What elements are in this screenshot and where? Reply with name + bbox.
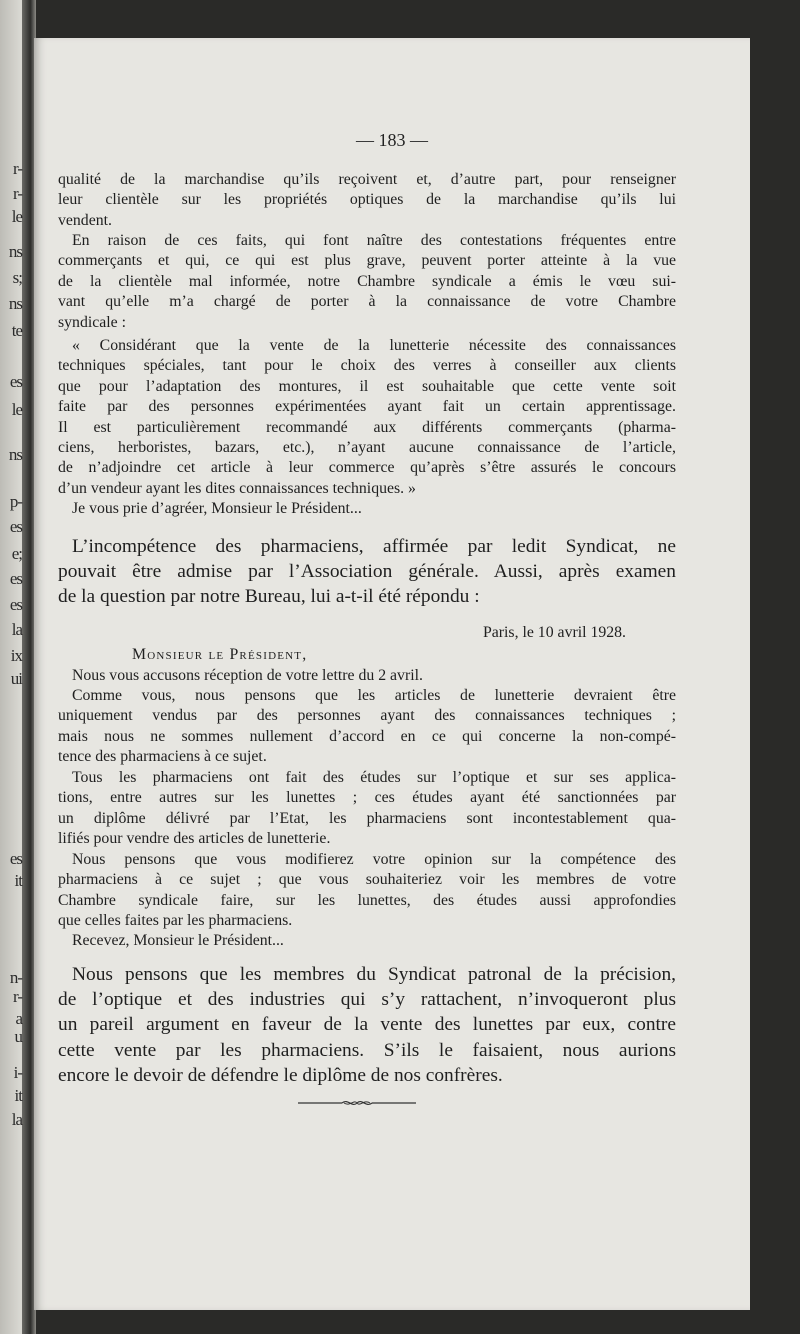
text-line: vant qu’elle m’a chargé de porter à la connaissance de votre Chambre	[58, 293, 676, 311]
text-line: de la question par notre Bureau, lui a-t-il été répondu :	[58, 586, 480, 608]
text-line: Comme vous, nous pensons que les articles de lunetterie devraient être	[72, 687, 676, 704]
text-line: lifiés pour vendre des articles de lunetterie.	[58, 830, 331, 848]
closing-line: Je vous prie d’agréer, Monsieur le Président...	[72, 500, 362, 517]
text-line: vendent.	[58, 211, 112, 229]
paragraph-facts	[58, 231, 676, 333]
text-line: L’incompétence des pharmaciens, affirmée par ledit Syndicat, ne	[72, 536, 676, 557]
text-line: Il est particulièrement recommandé aux différents commerçants (pharma-	[58, 418, 676, 436]
text-line: uniquement vendus par des personnes ayant des connaissances techniques ;	[58, 707, 676, 725]
text-line: qualité de la marchandise qu’ils reçoivent et, d’autre part, pour renseigner	[58, 171, 676, 188]
facing-page-fragment: la	[11, 1110, 22, 1129]
letter-closing-1	[58, 499, 676, 519]
facing-page-fragment: la	[11, 620, 22, 639]
ornament-rule	[298, 1096, 416, 1110]
facing-page-fragment: es	[9, 849, 22, 868]
facing-page-fragment: le	[11, 207, 22, 226]
facing-page-fragment: it	[14, 1086, 22, 1105]
book-page	[34, 38, 750, 1310]
facing-page-fragment: r-	[13, 184, 22, 203]
letter-salutation: Monsieur le Président,	[132, 646, 308, 663]
text-line: tence des pharmaciens à ce sujet.	[58, 748, 267, 766]
text-line: de n’adjoindre cet article à leur commerce qu’après s’être assurés le concours	[58, 459, 676, 477]
text-line: que celles faites par les pharmaciens.	[58, 912, 293, 930]
facing-page-fragment: le	[11, 400, 22, 419]
quoted-resolution	[58, 336, 676, 499]
facing-page-fragment: ui	[10, 669, 22, 688]
letter-closing-2	[58, 931, 676, 951]
facing-page-fragment: es	[9, 569, 22, 588]
text-line: d’un vendeur ayant les dites connaissances techniques. »	[58, 479, 416, 497]
facing-page-fragment: i-	[13, 1063, 22, 1082]
text-line: encore le devoir de défendre le diplôme de nos confrères.	[58, 1064, 503, 1086]
facing-page-fragment: ix	[10, 646, 22, 665]
text-line: que pour l’adaptation des montures, il est souhaitable que cette vente soit	[58, 377, 676, 395]
paragraph-continuation	[58, 170, 676, 231]
text-line: mais nous ne sommes nullement d’accord en ce qui concerne la non-compé-	[58, 727, 676, 745]
text-line: Nous pensons que vous modifierez votre opinion sur la compétence des	[72, 851, 676, 868]
text-line: cette vente par les pharmaciens. S’ils le faisaient, nous aurions	[58, 1039, 676, 1061]
text-line: « Considérant que la vente de la lunetterie nécessite des connaissances	[72, 337, 676, 354]
facing-page-fragment: es	[9, 517, 22, 536]
facing-page-fragment: es	[9, 595, 22, 614]
facing-page-fragment: r-	[13, 159, 22, 178]
text-line: Chambre syndicale faire, sur les lunettes, des études aussi approfondies	[58, 891, 676, 909]
text-line: tions, entre autres sur les lunettes ; ces études ayant été sanctionnées par	[58, 789, 676, 807]
facing-page-fragment: ns	[8, 294, 22, 313]
text-line: ciens, herboristes, bazars, etc.), n’ayant aucune connaissance de l’article,	[58, 439, 676, 457]
facing-page-fragment: u	[14, 1027, 22, 1046]
letter-paragraph-3	[58, 768, 676, 850]
text-line: techniques spéciales, tant pour le choix des verres à conseiller aux clients	[58, 357, 676, 375]
letter-date: Paris, le 10 avril 1928.	[482, 624, 626, 641]
text-line: faite par des personnes expérimentées ayant fait un certain apprentissage.	[58, 398, 676, 416]
closing-line: Recevez, Monsieur le Président...	[72, 932, 284, 949]
facing-page-fragment: it	[14, 871, 22, 890]
facing-page-fragment: a	[15, 1009, 22, 1028]
facing-page-fragment: ns	[8, 242, 22, 261]
facing-page-fragment: s;	[12, 268, 22, 287]
facing-page-fragment: es	[9, 372, 22, 391]
text-line: leur clientèle sur les propriétés optiques de la marchandise qu’ils lui	[58, 191, 676, 209]
letter-paragraph-1	[58, 666, 676, 686]
paragraph-incompetence	[58, 534, 676, 610]
letter-paragraph-2	[58, 686, 676, 768]
letter-paragraph-4	[58, 850, 676, 932]
facing-page-fragment: n-	[9, 968, 22, 987]
facing-page-fragment: te	[11, 321, 22, 340]
page-number: — 183 —	[356, 130, 428, 150]
text-line: Nous pensons que les membres du Syndicat patronal de la précision,	[72, 964, 676, 985]
text-line: commerçants et qui, ce qui est plus grave, peuvent porter atteinte à la vue	[58, 252, 676, 270]
text-line: syndicale :	[58, 313, 126, 331]
text-line: Tous les pharmaciens ont fait des études sur l’optique et sur ses applica-	[72, 769, 676, 786]
facing-page-fragment: r-	[13, 987, 22, 1006]
text-line: un diplôme délivré par l’Etat, les pharmaciens sont incontestablement qua-	[58, 809, 676, 827]
facing-page-fragment: e;	[11, 544, 22, 563]
text-line: de l’optique et des industries qui s’y rattachent, n’invoqueront plus	[58, 989, 676, 1011]
text-line: un pareil argument en faveur de la vente des lunettes par eux, contre	[58, 1014, 676, 1036]
text-line: Nous vous accusons réception de votre lettre du 2 avril.	[72, 667, 423, 684]
text-line: pharmaciens à ce sujet ; que vous souhaiteriez voir les membres de votre	[58, 871, 676, 889]
text-line: pouvait être admise par l’Association générale. Aussi, après examen	[58, 561, 676, 583]
facing-page-fragment: p-	[9, 492, 22, 511]
facing-page-fragment: ns	[8, 445, 22, 464]
text-line: de la clientèle mal informée, notre Chambre syndicale a émis le vœu sui-	[58, 272, 676, 290]
text-line: En raison de ces faits, qui font naître des contestations fréquentes entre	[72, 232, 676, 249]
paragraph-conclusion	[58, 962, 676, 1088]
